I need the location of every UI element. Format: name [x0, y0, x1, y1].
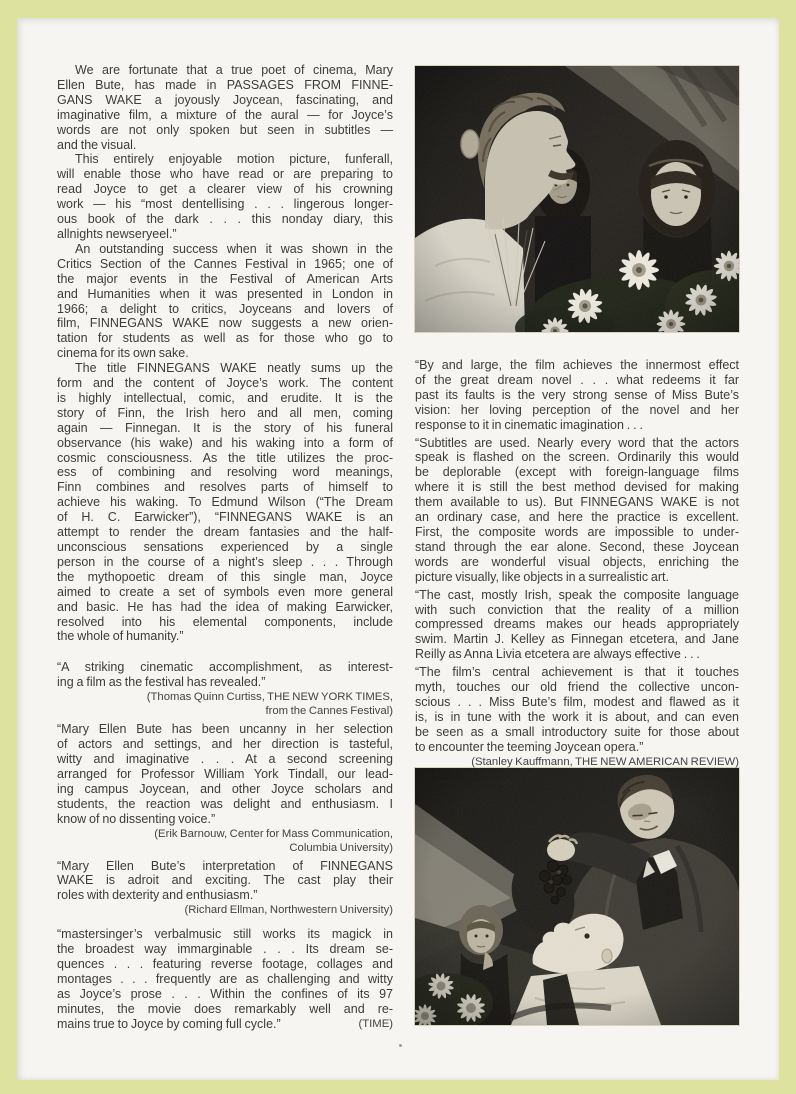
text-line: the major events in the Festival of American Arts [57, 271, 393, 286]
text-line: arranged for Professor William York Tindall, our lead- [57, 766, 393, 781]
text-line: (Stanley Kauffmann, THE NEW AMERICAN REVIEW) [471, 755, 739, 768]
text-line: “By and large, the film achieves the innermost effect [415, 358, 739, 372]
text-line: montages . . . frequently are as challenging and witty [57, 971, 393, 986]
paragraph [57, 859, 393, 904]
ink-speck [399, 1044, 402, 1047]
text-line: attempt to render the dream fantasies and the half- [57, 525, 393, 540]
text-line: An outstanding success when it was shown in the [75, 241, 393, 256]
text-line: Ellen Bute, has made in PASSAGES FROM FINNE- [57, 77, 393, 92]
text-line: of the great dream novel . . . what redeems it far [415, 372, 739, 387]
paragraph [415, 436, 739, 585]
paragraph [57, 660, 393, 690]
text-line: “Mary Ellen Bute has been uncanny in her selection [57, 722, 393, 737]
paragraph [415, 588, 739, 663]
text-line: aimed to create a set of symbols even more general [57, 584, 393, 599]
text-line: students, the reaction was delight and enthusiasm. I [57, 796, 393, 811]
text-line: work — his “most dentellising . . . lingerous longer- [57, 197, 393, 212]
text-line: This entirely enjoyable motion picture, funferall, [75, 152, 393, 167]
text-line: the broadest way immarginable . . . Its dream se- [57, 942, 393, 957]
text-line: cinema for its own sake. [57, 346, 189, 361]
text-line: “Subtitles are used. Nearly every word that the actors [415, 435, 739, 450]
text-line: be deplorable (except with foreign-language films [415, 465, 739, 480]
text-line: the mythopoetic dream of this single man, Joyce [57, 569, 393, 584]
text-line: myth, touches our old friend the collective uncon- [415, 680, 739, 695]
text-line: will enable those who have read or are preparing to [57, 167, 393, 182]
paragraph [415, 358, 739, 433]
quote-attribution [57, 827, 393, 855]
text-line: film, FINNEGANS WAKE now suggests a new orien- [57, 316, 393, 331]
text-line: as Joyce’s prose . . . Within the confines of its 97 [57, 986, 393, 1001]
text-line: roles with dexterity and enthusiasm.” [57, 888, 258, 903]
paper [17, 18, 779, 1080]
paragraph [57, 361, 393, 644]
film-still-top-photo [415, 66, 739, 332]
text-line: cosmic consciousness. As the title utilizes the proc- [57, 450, 393, 465]
text-line: words are wonderful visual objects, enriching the [415, 554, 739, 569]
text-line: is, is in tune with the work it is about, and can even [415, 709, 739, 724]
text-line: “mastersinger’s verbalmusic still works its magick in [57, 927, 393, 942]
text-line: picture visually, like objects in a surrealistic art. [415, 569, 669, 584]
source-label: (TIME) [358, 1017, 393, 1030]
text-line: witty and imaginative . . . At a second screening [57, 751, 393, 766]
text-line: Columbia University) [289, 841, 393, 854]
right-column-text [415, 358, 739, 769]
text-line: “The cast, mostly Irish, speak the composite language [415, 587, 739, 602]
text-line: tation for students as well as for those who go to [57, 331, 393, 346]
text-line: where it is still the best method devised for making [415, 480, 739, 495]
text-line: allnights newseryeel.” [57, 226, 177, 241]
text-line: observance (his wake) and his waking into a form of [57, 435, 393, 450]
text-line: resolved into his elemental components, include [57, 614, 393, 629]
text-line: 1966; a delight to critics, Joyceans and lovers of [57, 301, 393, 316]
text-line: vision: her loving perception of the novel and her [415, 402, 739, 417]
text-line: response to it in cinematic imagination . . . [415, 417, 643, 432]
paragraph [415, 665, 739, 754]
quote-attribution [415, 755, 739, 769]
text-line: Reilly as Anna Livia etcetera are always effective . . . [415, 647, 700, 662]
text-line: of H. C. Earwicker”), “FINNEGANS WAKE is an [57, 510, 393, 525]
text-line: WAKE is adroit and exciting. The cast play their [57, 873, 393, 888]
text-line: and Humanities when it was presented in London in [57, 286, 393, 301]
text-line: We are fortunate that a true poet of cinema, Mary [75, 63, 393, 77]
film-still-bottom-illustration [415, 768, 739, 1025]
film-still-top-illustration [415, 66, 739, 332]
text-line: stand through the ear alone. Second, these Joycean [415, 539, 739, 554]
text-line: First, the composite words are impossible to under- [415, 524, 739, 539]
text-line: ing campus Joycean, and other Joyce scholars and [57, 781, 393, 796]
text-line: The title FINNEGANS WAKE neatly sums up the [75, 361, 393, 376]
quote-attribution [57, 903, 393, 917]
text-line: (Erik Barnouw, Center for Mass Communication, [154, 827, 393, 840]
text-line: ing a film as the festival has revealed.” [57, 675, 266, 690]
left-column [57, 63, 393, 1032]
text-line: speak is flashed on the screen. Ordinarily this would [415, 450, 739, 465]
text-line: quences . . . featuring reverse footage, collages and [57, 957, 393, 972]
text-line: again — Finnegan. It is the story of his funeral [57, 420, 393, 435]
quote-attribution [57, 690, 393, 718]
text-line: “The film’s central achievement is that it touches [415, 665, 739, 680]
text-line: and basic. He has had the idea of making Earwicker, [57, 599, 393, 614]
text-line: GANS WAKE a joyously Joycean, fascinating, and [57, 92, 393, 107]
text-line: Critics Section of the Cannes Festival in 1965; one of [57, 256, 393, 271]
text-line: them available to us). But FINNEGANS WAKE is not [415, 495, 739, 510]
text-line: mains true to Joyce by coming full cycle.” (TIME) [57, 1016, 393, 1031]
text-line: from the Cannes Festival) [265, 705, 393, 718]
paragraph [57, 242, 393, 361]
text-line: minutes, the movie does remarkably well and re- [57, 1001, 393, 1016]
text-line: Finn combines and resolves parts of himself to [57, 480, 393, 495]
text-line: “Mary Ellen Bute’s interpretation of FINNEGANS [57, 858, 393, 873]
text-line: (Richard Ellman, Northwestern University) [184, 904, 393, 917]
text-line: of actors and settings, and her direction is tasteful, [57, 737, 393, 752]
text-line: ess of combining and resolving word meanings, [57, 465, 393, 480]
text-line: scious . . . Miss Bute’s film, modest and flawed as it [415, 694, 739, 709]
text-line: and the visual. [57, 137, 137, 152]
text-line: be seen as a small introductory suite for those about [415, 724, 739, 739]
text-line: unconscious sensations experienced by a single [57, 540, 393, 554]
text-line: an ordinary case, and here the practice is excellent. [415, 510, 739, 525]
text-line: is highly intellectual, comic, and erudite. It is the [57, 390, 393, 405]
text-line: swim. Martin J. Kelley as Finnegan etcetera, and Jane [415, 632, 739, 647]
text-line: know of no dissenting voice.” [57, 811, 216, 826]
paragraph [57, 152, 393, 241]
text-line: the whole of humanity.” [57, 629, 184, 644]
text-line: (Thomas Quinn Curtiss, THE NEW YORK TIMES, [146, 691, 393, 704]
text-line: read Joyce to get a clearer view of his crowning [57, 182, 393, 197]
paragraph [57, 722, 393, 826]
text-line: words are not only spoken but seen in subtitles — [57, 122, 393, 137]
text-line: “A striking cinematic accomplishment, as interest- [57, 660, 393, 675]
film-still-bottom-photo [415, 768, 739, 1025]
text-line: ous book of the dark . . . this nonday diary, this [57, 212, 393, 227]
text-line: achieve his waking. To Edmund Wilson (“The Dream [57, 495, 393, 510]
paragraph [57, 63, 393, 152]
text-line: imaginative film, a mixture of the aural — for Joyce’s [57, 107, 393, 122]
text-line: story of Finn, the Irish hero and all men, coming [57, 405, 393, 420]
text-line: compressed dreams makes our heads appropriately [415, 617, 739, 632]
paragraph [57, 927, 393, 1031]
text-line: form and the content of Joyce’s work. The content [57, 376, 393, 391]
text-line: to encounter the teeming Joycean opera.” [415, 739, 644, 754]
text-line: past its faults is the very strong sense of Miss Bute’s [415, 387, 739, 402]
text-line: with such conviction that the reality of a million [415, 602, 739, 617]
text-line: person in the course of a night’s sleep . . . Through [57, 554, 393, 569]
